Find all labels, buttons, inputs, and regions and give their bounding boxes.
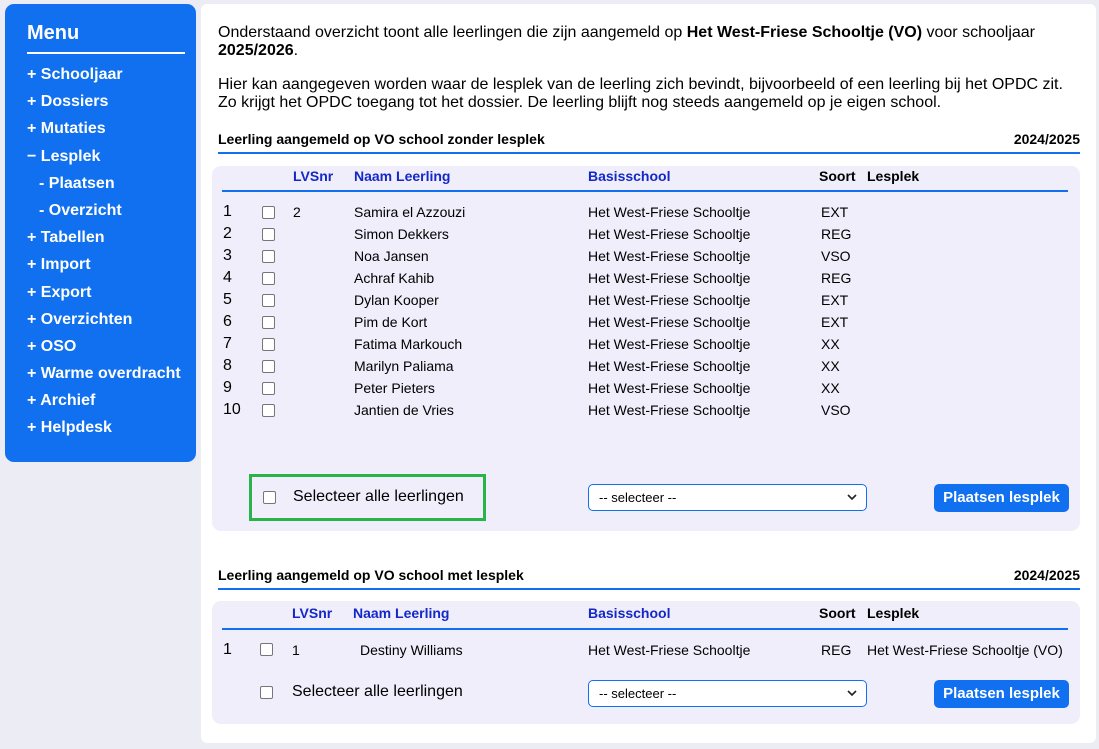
column-header-soort: Soort [819,605,856,621]
table-row [212,379,1080,401]
select-all-checkbox[interactable] [263,491,276,504]
intro-paragraph-1 [218,24,1078,60]
row-basisschool: Het West-Friese Schooltje [588,314,751,330]
row-checkbox[interactable] [262,206,275,219]
section-title: Leerling aangemeld op VO school zonder lesplek [218,131,545,147]
table-row [212,247,1080,269]
row-number: 6 [223,313,232,330]
row-checkbox[interactable] [262,404,275,417]
menu-divider [27,52,185,54]
menu-item-export[interactable]: + Export [27,283,92,301]
section-header-zonder-lesplek [218,130,1080,154]
row-number: 3 [223,247,232,264]
students-table-met-lesplek [212,601,1080,724]
plaatsen-lesplek-button[interactable]: Plaatsen lesplek [934,680,1069,708]
row-naam: Destiny Williams [360,642,463,658]
intro-text [218,24,1078,128]
row-soort: REG [821,642,852,658]
row-lvsnr: 1 [292,642,300,658]
row-number: 1 [223,203,232,220]
section-header-met-lesplek [218,566,1080,590]
row-basisschool: Het West-Friese Schooltje [588,292,751,308]
table-row [212,203,1080,225]
row-soort: XX [821,380,840,396]
table-row [212,401,1080,423]
row-soort: VSO [821,248,851,264]
row-lesplek: Het West-Friese Schooltje (VO) [867,642,1063,658]
row-naam: Peter Pieters [354,380,435,396]
intro-text-part: Onderstaand overzicht toont alle leerlingen die zijn aangemeld op [218,24,687,41]
row-naam: Marilyn Paliama [354,358,454,374]
section-title: Leerling aangemeld op VO school met lesplek [218,567,524,583]
lesplek-select-value: -- selecteer -- [599,686,677,701]
menu-item-tabellen[interactable]: + Tabellen [27,229,105,247]
menu-item-overzicht[interactable]: - Overzicht [39,201,122,219]
intro-paragraph-2: Hier kan aangegeven worden waar de lesplek van de leerling zich bevindt, bijvoorbeeld of een leerling bij het OPDC zit. Zo krijgt het OPDC toegang tot het dossier. De leerling blijft nog steeds aangemeld op je eigen school. [218,76,1063,111]
row-checkbox[interactable] [262,316,275,329]
row-soort: REG [821,226,852,242]
column-header-basisschool: Basisschool [588,605,671,621]
table-row [212,225,1080,247]
section-year: 2024/2025 [1013,567,1080,583]
row-basisschool: Het West-Friese Schooltje [588,358,751,374]
menu-item-dossiers[interactable]: + Dossiers [27,93,109,111]
menu-item-archief[interactable]: + Archief [27,392,96,410]
row-basisschool: Het West-Friese Schooltje [588,642,751,658]
row-number: 7 [223,335,232,352]
sidebar-menu [5,4,196,462]
section-year: 2024/2025 [1013,131,1080,147]
row-soort: VSO [821,402,851,418]
column-header-basisschool: Basisschool [588,168,671,184]
row-checkbox[interactable] [260,643,273,656]
row-naam: Dylan Kooper [354,292,439,308]
row-soort: EXT [821,292,849,308]
select-all-label[interactable]: Selecteer alle leerlingen [292,683,463,700]
row-number: 9 [223,379,232,396]
row-basisschool: Het West-Friese Schooltje [588,204,751,220]
main-panel [201,4,1096,743]
row-number: 1 [223,641,232,658]
header-divider [222,628,1068,630]
row-naam: Samira el Azzouzi [354,204,466,220]
row-checkbox[interactable] [262,294,275,307]
chevron-down-icon [846,485,858,510]
column-header-naam: Naam Leerling [353,605,450,621]
row-basisschool: Het West-Friese Schooltje [588,248,751,264]
menu-item-import[interactable]: + Import [27,256,91,274]
select-all-checkbox[interactable] [260,686,273,699]
row-soort: REG [821,270,852,286]
row-naam: Achraf Kahib [354,270,435,286]
table-row [212,313,1080,335]
lesplek-select-value: -- selecteer -- [599,490,677,505]
table-row [212,641,1080,663]
row-basisschool: Het West-Friese Schooltje [588,336,751,352]
column-header-lesplek: Lesplek [867,605,920,621]
column-header-naam: Naam Leerling [354,168,451,184]
row-basisschool: Het West-Friese Schooltje [588,270,751,286]
row-checkbox[interactable] [262,382,275,395]
intro-text-part: . [293,42,299,59]
row-naam: Simon Dekkers [354,226,449,242]
row-soort: XX [821,358,840,374]
lesplek-select[interactable] [588,484,867,511]
menu-item-oso[interactable]: + OSO [27,337,77,355]
menu-item-warme-overdracht[interactable]: + Warme overdracht [27,365,181,383]
menu-title: Menu [27,22,80,44]
menu-item-helpdesk[interactable]: + Helpdesk [27,419,112,437]
row-naam: Jantien de Vries [354,402,454,418]
column-header-lvsnr: LVSnr [293,168,334,184]
table-row [212,335,1080,357]
row-naam: Noa Jansen [354,248,429,264]
chevron-down-icon [846,681,858,706]
school-year: 2025/2026 [218,42,294,59]
row-checkbox[interactable] [262,360,275,373]
row-number: 10 [223,401,241,418]
row-soort: EXT [821,314,849,330]
row-checkbox[interactable] [262,272,275,285]
column-header-lvsnr: LVSnr [292,605,333,621]
row-number: 5 [223,291,232,308]
table-row [212,357,1080,379]
menu-item-overzichten[interactable]: + Overzichten [27,310,133,328]
intro-text-part: voor schooljaar [922,24,1036,41]
row-number: 2 [223,225,232,242]
header-divider [222,190,1068,192]
table-row [212,269,1080,291]
school-name: Het West-Friese Schooltje (VO) [686,24,923,41]
students-table-zonder-lesplek [212,166,1080,531]
row-soort: XX [821,336,840,352]
row-number: 8 [223,357,232,374]
row-checkbox[interactable] [262,228,275,241]
row-lvsnr: 2 [293,204,301,220]
row-basisschool: Het West-Friese Schooltje [588,380,751,396]
row-basisschool: Het West-Friese Schooltje [588,226,751,242]
menu-item-mutaties[interactable]: + Mutaties [27,120,106,138]
column-header-lesplek: Lesplek [867,168,920,184]
table-row [212,291,1080,313]
menu-item-lesplek[interactable]: − Lesplek [27,147,101,165]
row-checkbox[interactable] [262,250,275,263]
plaatsen-lesplek-button[interactable]: Plaatsen lesplek [934,484,1069,512]
column-header-soort: Soort [819,168,856,184]
select-all-label[interactable]: Selecteer alle leerlingen [293,488,464,505]
menu-item-plaatsen[interactable]: - Plaatsen [39,174,115,192]
row-soort: EXT [821,204,849,220]
row-checkbox[interactable] [262,338,275,351]
row-basisschool: Het West-Friese Schooltje [588,402,751,418]
lesplek-select[interactable] [588,680,867,707]
row-naam: Fatima Markouch [354,336,463,352]
row-naam: Pim de Kort [354,314,428,330]
row-number: 4 [223,269,232,286]
menu-item-schooljaar[interactable]: + Schooljaar [27,66,123,83]
